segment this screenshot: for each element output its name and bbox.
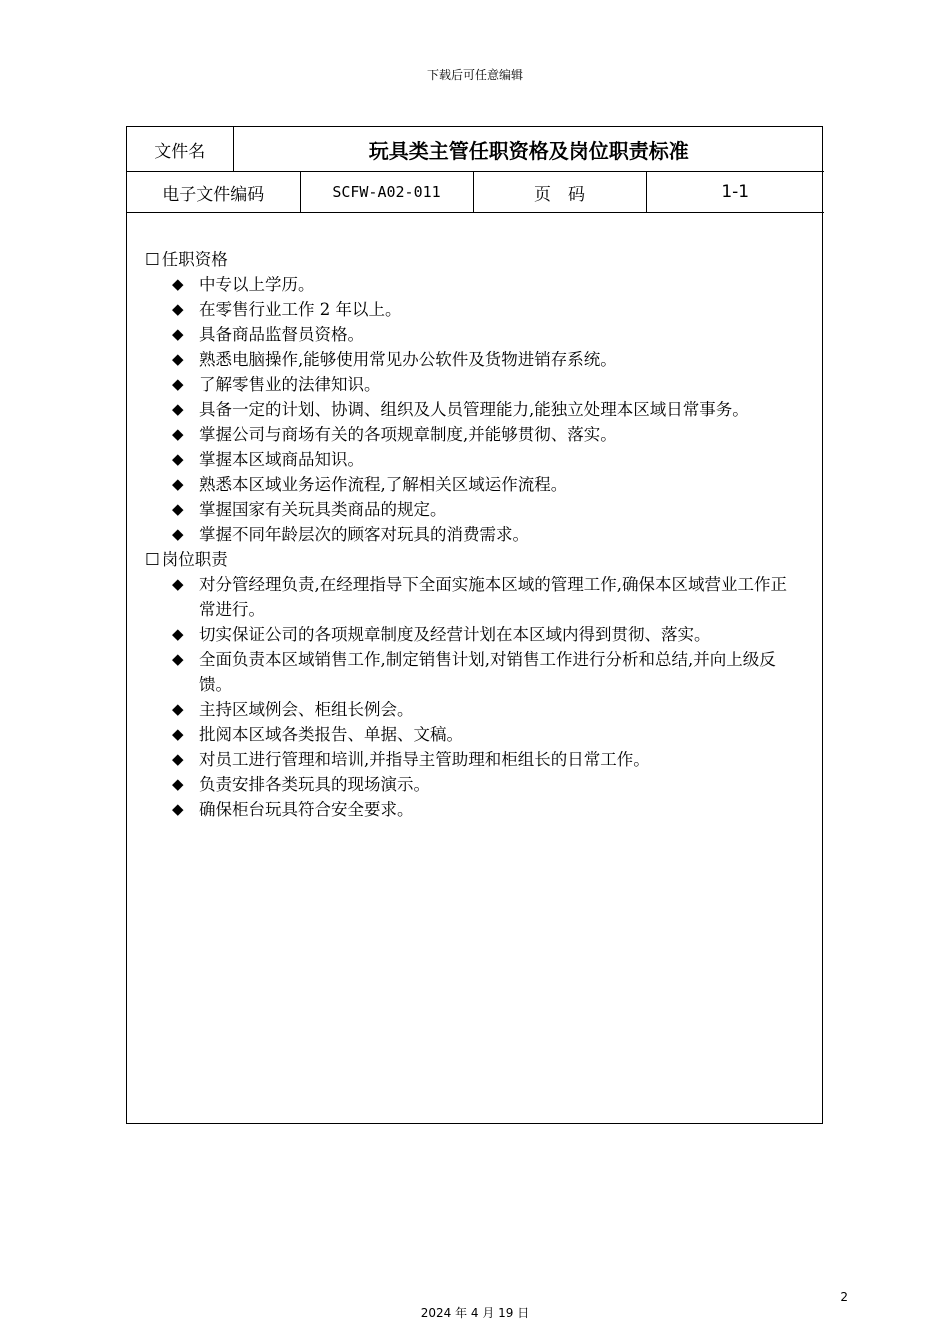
file-code-label: 电子文件编码 (127, 172, 300, 213)
list-item: ◆ 具备商品监督员资格。 (172, 322, 808, 347)
list-item: ◆ 批阅本区域各类报告、单据、文稿。 (172, 722, 808, 747)
qualification-list (145, 272, 808, 547)
file-name-label: 文件名 (127, 127, 233, 172)
list-item: ◆ 确保柜台玩具符合安全要求。 (172, 797, 808, 822)
list-item: ◆ 掌握本区域商品知识。 (172, 447, 808, 472)
diamond-bullet-icon: ◆ (172, 300, 184, 318)
list-item: ◆ 全面负责本区域销售工作,制定销售计划,对销售工作进行分析和总结,并向上级反馈。 (172, 647, 808, 697)
diamond-bullet-icon: ◆ (172, 625, 184, 643)
list-item: ◆ 了解零售业的法律知识。 (172, 372, 808, 397)
diamond-bullet-icon: ◆ (172, 425, 184, 443)
responsibility-list (145, 572, 808, 822)
diamond-bullet-icon: ◆ (172, 575, 184, 593)
page-value: 1-1 (646, 172, 824, 213)
section-responsibilities (145, 547, 808, 822)
diamond-bullet-icon: ◆ (172, 775, 184, 793)
list-item: ◆ 熟悉本区域业务运作流程,了解相关区域运作流程。 (172, 472, 808, 497)
diamond-bullet-icon: ◆ (172, 700, 184, 718)
diamond-bullet-icon: ◆ (172, 375, 184, 393)
diamond-bullet-icon: ◆ (172, 500, 184, 518)
page-number: 2 (840, 1290, 848, 1304)
document-content (127, 213, 822, 822)
diamond-bullet-icon: ◆ (172, 750, 184, 768)
list-item: ◆ 中专以上学历。 (172, 272, 808, 297)
diamond-bullet-icon: ◆ (172, 275, 184, 293)
diamond-bullet-icon: ◆ (172, 350, 184, 368)
checkbox-icon: ☐ (145, 250, 160, 269)
list-item: ◆ 切实保证公司的各项规章制度及经营计划在本区域内得到贯彻、落实。 (172, 622, 808, 647)
list-item: ◆ 熟悉电脑操作,能够使用常见办公软件及货物进销存系统。 (172, 347, 808, 372)
list-item: ◆ 对员工进行管理和培训,并指导主管助理和柜组长的日常工作。 (172, 747, 808, 772)
footer-date: 2024 年 4 月 19 日 (420, 1306, 530, 1320)
header-note: 下载后可任意编辑 (426, 68, 523, 82)
file-code-value: SCFW-A02-011 (300, 172, 473, 213)
diamond-bullet-icon: ◆ (172, 525, 184, 543)
diamond-bullet-icon: ◆ (172, 800, 184, 818)
diamond-bullet-icon: ◆ (172, 400, 184, 418)
list-item: ◆ 负责安排各类玩具的现场演示。 (172, 772, 808, 797)
document-meta-table (127, 127, 824, 213)
list-item: ◆ 掌握不同年龄层次的顾客对玩具的消费需求。 (172, 522, 808, 547)
diamond-bullet-icon: ◆ (172, 450, 184, 468)
section-qualifications (145, 247, 808, 547)
checkbox-icon: ☐ (145, 550, 160, 569)
document-title: 玩具类主管任职资格及岗位职责标准 (233, 127, 824, 172)
list-item: ◆ 掌握公司与商场有关的各项规章制度,并能够贯彻、落实。 (172, 422, 808, 447)
section-heading-text: 任职资格 (161, 250, 228, 269)
diamond-bullet-icon: ◆ (172, 475, 184, 493)
page-label: 页 码 (473, 172, 646, 213)
list-item: ◆ 主持区域例会、柜组长例会。 (172, 697, 808, 722)
document-frame (126, 126, 823, 1124)
diamond-bullet-icon: ◆ (172, 725, 184, 743)
list-item: ◆ 掌握国家有关玩具类商品的规定。 (172, 497, 808, 522)
diamond-bullet-icon: ◆ (172, 325, 184, 343)
list-item: ◆ 在零售行业工作 2 年以上。 (172, 297, 808, 322)
list-item: ◆ 对分管经理负责,在经理指导下全面实施本区域的管理工作,确保本区域营业工作正常进行。 (172, 572, 808, 622)
diamond-bullet-icon: ◆ (172, 650, 184, 668)
section-heading (145, 547, 808, 572)
section-heading-text: 岗位职责 (161, 550, 228, 569)
list-item: ◆ 具备一定的计划、协调、组织及人员管理能力,能独立处理本区域日常事务。 (172, 397, 808, 422)
section-heading (145, 247, 808, 272)
